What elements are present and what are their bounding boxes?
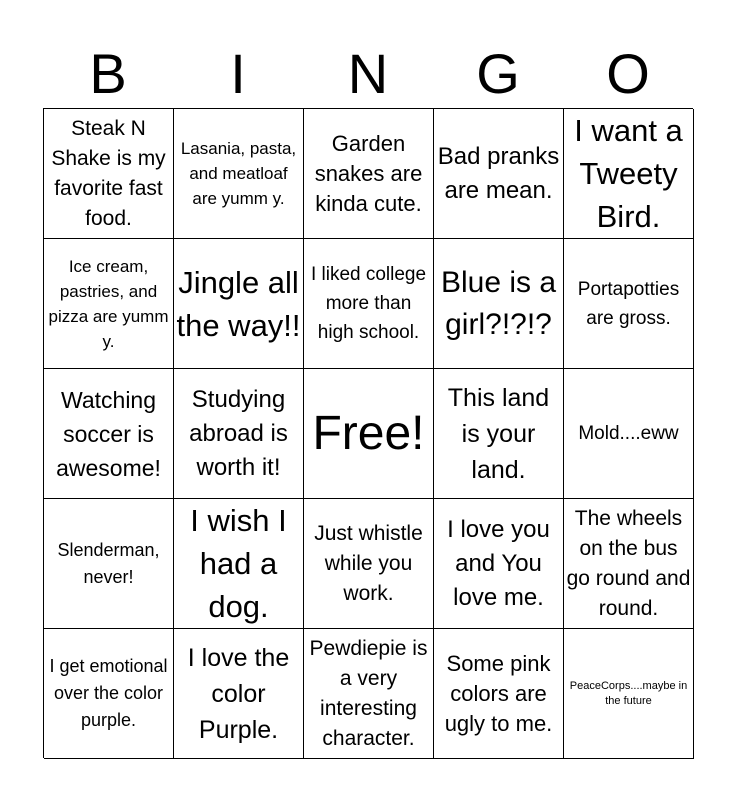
bingo-card-grid: [43, 108, 693, 758]
free-space-text: Free!: [312, 406, 425, 460]
cell-text: I love you and You love me.: [447, 515, 550, 611]
bingo-cell: [304, 109, 434, 239]
bingo-cell: [174, 499, 304, 629]
header-letter-g: G: [476, 42, 520, 105]
cell-text: Mold....eww: [578, 423, 679, 444]
bingo-cell: [564, 239, 694, 369]
cell-text: Studying abroad is worth it!: [189, 385, 288, 481]
bingo-cell: [564, 109, 694, 239]
cell-text: I want a Tweety Bird.: [574, 113, 683, 234]
cell-text: I wish I had a dog.: [190, 503, 287, 624]
header-letter-i: I: [230, 42, 246, 105]
bingo-header: [43, 42, 693, 106]
bingo-cell: [304, 239, 434, 369]
cell-text: I liked college more than high school.: [310, 264, 427, 343]
cell-text: This land is your land.: [447, 383, 550, 484]
bingo-cell: [564, 629, 694, 759]
bingo-cell: [44, 369, 174, 499]
cell-text: Garden snakes are kinda cute.: [314, 130, 423, 216]
bingo-cell: [434, 109, 564, 239]
bingo-cell: [174, 369, 304, 499]
cell-text: Steak N Shake is my favorite fast food.: [51, 116, 166, 230]
cell-text: Bad pranks are mean.: [437, 142, 560, 204]
cell-text: Just whistle while you work.: [314, 521, 423, 605]
cell-text: Slenderman, never!: [57, 539, 160, 587]
cell-text: I love the color Purple.: [187, 643, 290, 744]
bingo-cell: [564, 369, 694, 499]
cell-text: Some pink colors are ugly to me.: [444, 650, 553, 736]
bingo-cell: [434, 629, 564, 759]
cell-text: Watching soccer is awesome!: [56, 386, 161, 481]
cell-text: Jingle all the way!!: [176, 264, 301, 343]
cell-text: Pewdiepie is a very interesting character.: [309, 636, 428, 750]
header-letter-b: B: [89, 42, 127, 105]
bingo-cell: [434, 239, 564, 369]
bingo-cell: [304, 499, 434, 629]
bingo-cell: [434, 499, 564, 629]
cell-text: I get emotional over the color purple.: [49, 656, 168, 730]
bingo-cell: [44, 109, 174, 239]
bingo-cell: [44, 239, 174, 369]
cell-text: Portapotties are gross.: [577, 278, 680, 329]
cell-text: Lasania, pasta, and meatloaf are yumm y.: [180, 139, 297, 208]
bingo-cell: [304, 629, 434, 759]
header-letter-o: O: [606, 42, 650, 105]
bingo-cell: [174, 239, 304, 369]
cell-text: PeaceCorps....maybe in the future: [569, 679, 688, 707]
bingo-cell: [434, 369, 564, 499]
bingo-cell: [44, 629, 174, 759]
cell-text: Ice cream, pastries, and pizza are yumm y.: [48, 256, 169, 351]
bingo-cell: [174, 629, 304, 759]
bingo-cell: [174, 109, 304, 239]
cell-text: Blue is a girl?!?!?: [440, 265, 557, 341]
free-space-cell: [304, 369, 434, 499]
cell-text: The wheels on the bus go round and round.: [566, 506, 691, 620]
bingo-cell: [564, 499, 694, 629]
bingo-cell: [44, 499, 174, 629]
header-letter-n: N: [347, 42, 389, 105]
